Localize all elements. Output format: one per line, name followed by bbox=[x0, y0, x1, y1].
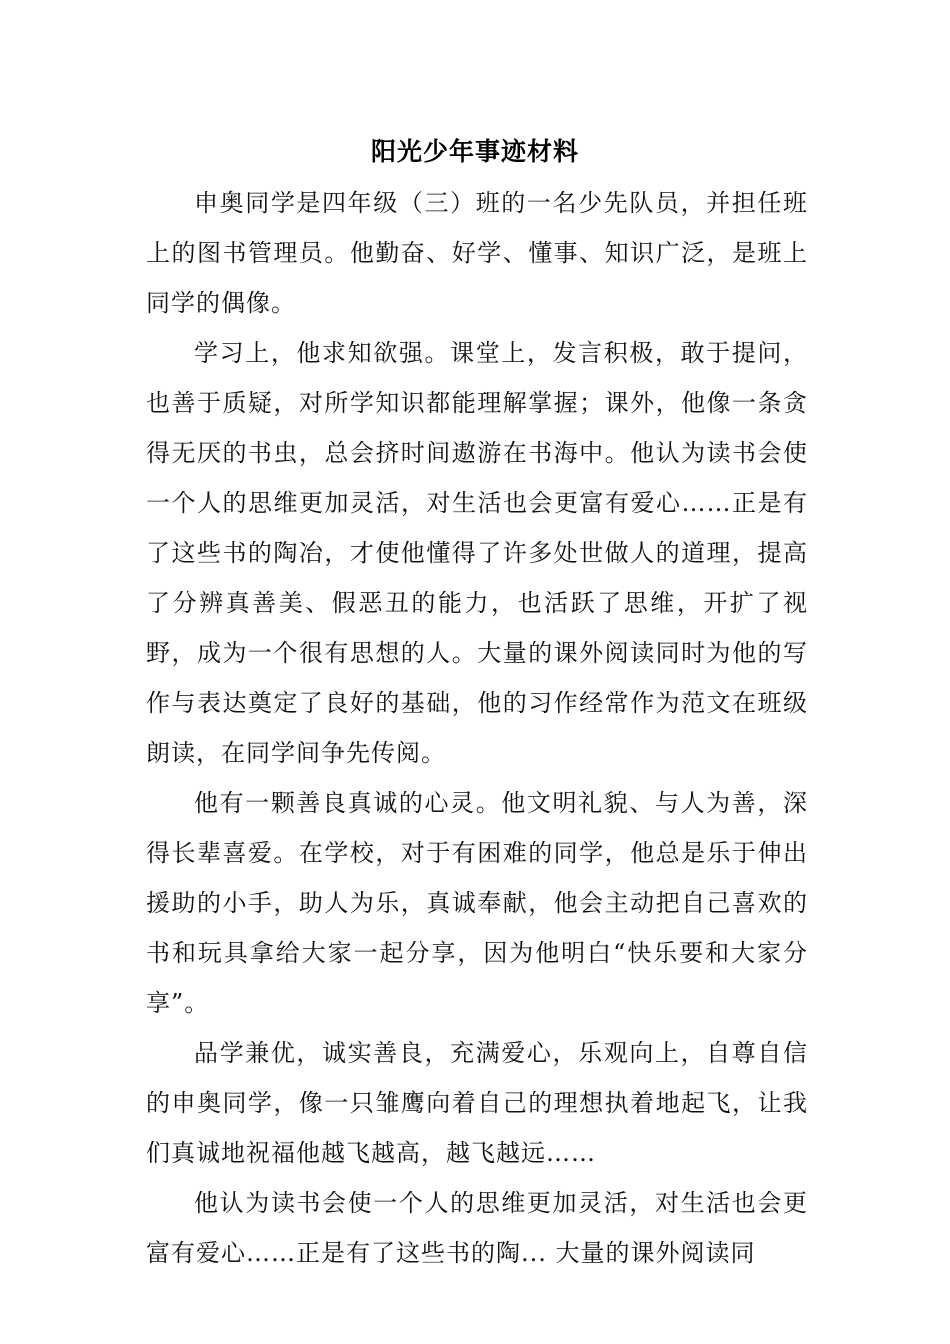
paragraph-conclusion: 品学兼优，诚实善良，充满爱心，乐观向上，自尊自信的申奥同学，像一只雏鹰向着自己的理想执着地起飞，让我们真诚地祝福他越飞越高，越飞越远…… bbox=[146, 1039, 808, 1167]
document-title: 阳光少年事迹材料 bbox=[370, 137, 579, 166]
paragraph-kindness: 他有一颗善良真诚的心灵。他文明礼貌、与人为善，深得长辈喜爱。在学校，对于有困难的同学，他总是乐于伸出援助的小手，助人为乐，真诚奉献，他会主动把自己喜欢的书和玩具拿给大家一起分享，因为他明白“快乐要和大家分享”。 bbox=[146, 789, 808, 1017]
paragraph-excerpt: 他认为读书会使一个人的思维更加灵活，对生活也会更富有爱心……正是有了这些书的陶... 大量的课外阅读同 bbox=[146, 1189, 808, 1267]
paragraph-study: 学习上，他求知欲强。课堂上，发言积极，敢于提问，也善于质疑，对所学知识都能理解掌握；课外，他像一条贪得无厌的书虫，总会挤时间遨游在书海中。他认为读书会使一个人的思维更加灵活，对生活也会更富有爱心……正是有了这些书的陶冶，才使他懂得了许多处世做人的道理，提高了分辨真善美、假恶丑的能力，也活跃了思维，开扩了视野，成为一个很有思想的人。大量的课外阅读同时为他的写作与表达奠定了良好的基础，他的习作经常作为范文在班级朗读，在同学间争先传阅。 bbox=[146, 339, 808, 767]
paragraph-intro: 申奥同学是四年级（三）班的一名少先队员，并担任班上的图书管理员。他勤奋、好学、懂事、知识广泛，是班上同学的偶像。 bbox=[146, 189, 808, 317]
document-body bbox=[146, 178, 808, 1278]
